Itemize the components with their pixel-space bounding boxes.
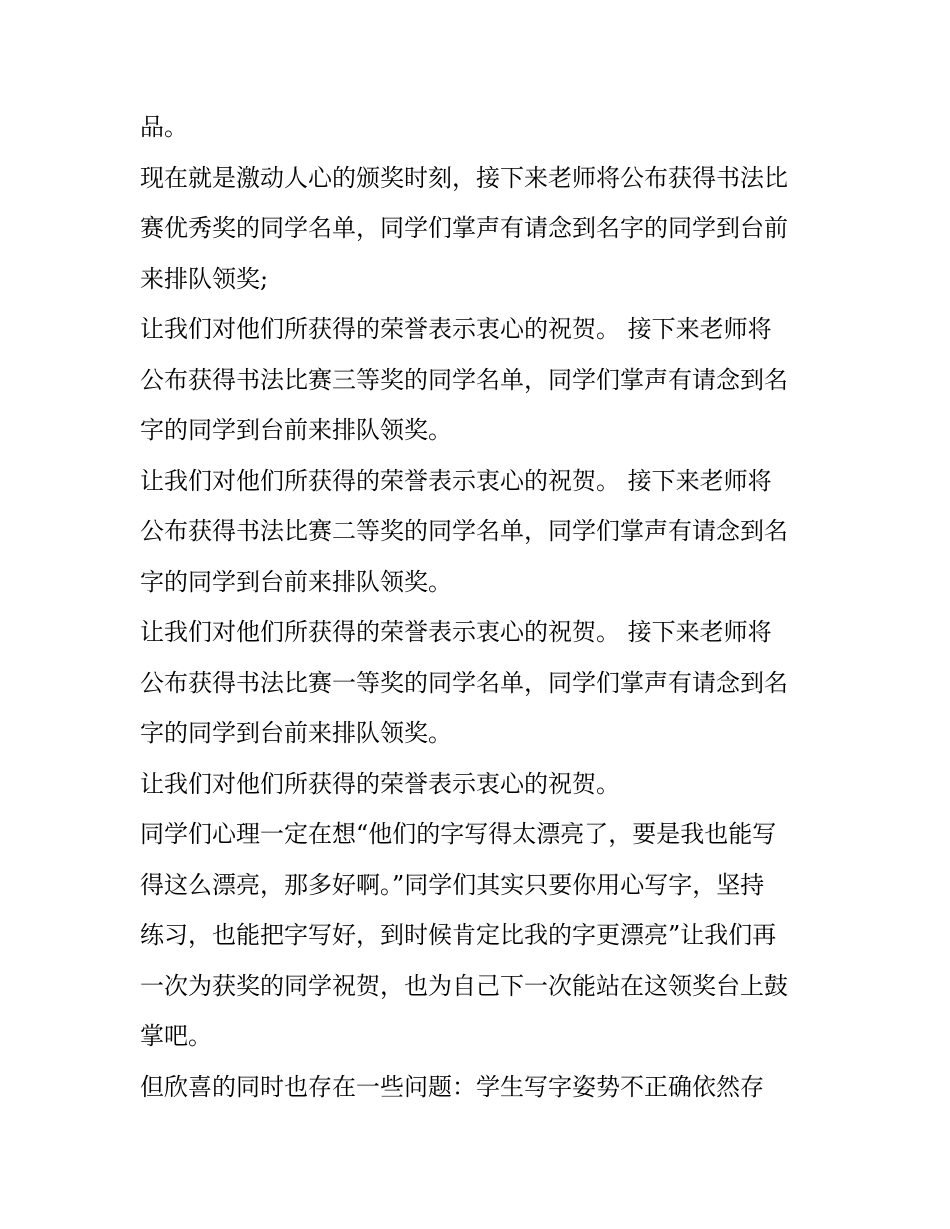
text-line: 公布获得书法比赛三等奖的同学名单，同学们掌声有请念到名 [140,365,788,394]
text-line: 让我们对他们所获得的荣誉表示衷心的祝贺。 接下来老师将 [140,618,772,646]
text-line: 现在就是激动人心的颁奖时刻，接下来老师将公布获得书法比 [140,163,788,192]
text-line: 练习，也能把字写好，到时候肯定比我的字更漂亮”让我们再 [140,921,777,949]
text-line: 同学们心理一定在想“他们的字写得太漂亮了，要是我也能写 [140,820,777,848]
text-line: 赛优秀奖的同学名单，同学们掌声有请念到名字的同学到台前 [140,214,788,242]
paragraph [140,809,830,1062]
document-body [140,102,830,1112]
text-line: 让我们对他们所获得的荣誉表示衷心的祝贺。 接下来老师将 [140,466,772,495]
text-line: 一次为获奖的同学祝贺，也为自己下一次能站在这领奖台上鼓 [140,971,788,1000]
text-line: 字的同学到台前来排队领奖。 [140,719,452,747]
paragraph [140,456,830,608]
text-line: 得这么漂亮，那多好啊。”同学们其实只要你用心写字，坚持 [140,870,765,899]
paragraph [140,304,830,456]
text-line: 让我们对他们所获得的荣誉表示衷心的祝贺。 [140,769,620,798]
text-line: 公布获得书法比赛一等奖的同学名单，同学们掌声有请念到名 [140,668,788,697]
text-line: 公布获得书法比赛二等奖的同学名单，同学们掌声有请念到名 [140,517,788,545]
text-line: 品。 [140,113,188,141]
text-line: 来排队领奖; [140,264,269,293]
text-line: 但欣喜的同时也存在一些问题：学生写字姿势不正确依然存 [140,1072,764,1101]
text-line: 字的同学到台前来排队领奖。 [140,416,452,444]
text-line: 字的同学到台前来排队领奖。 [140,567,452,596]
text-line: 让我们对他们所获得的荣誉表示衷心的祝贺。 接下来老师将 [140,315,772,343]
paragraph [140,102,830,153]
paragraph [140,153,830,305]
paragraph [140,607,830,759]
text-line: 掌吧。 [140,1022,212,1050]
paragraph [140,759,830,810]
paragraph [140,1062,830,1113]
